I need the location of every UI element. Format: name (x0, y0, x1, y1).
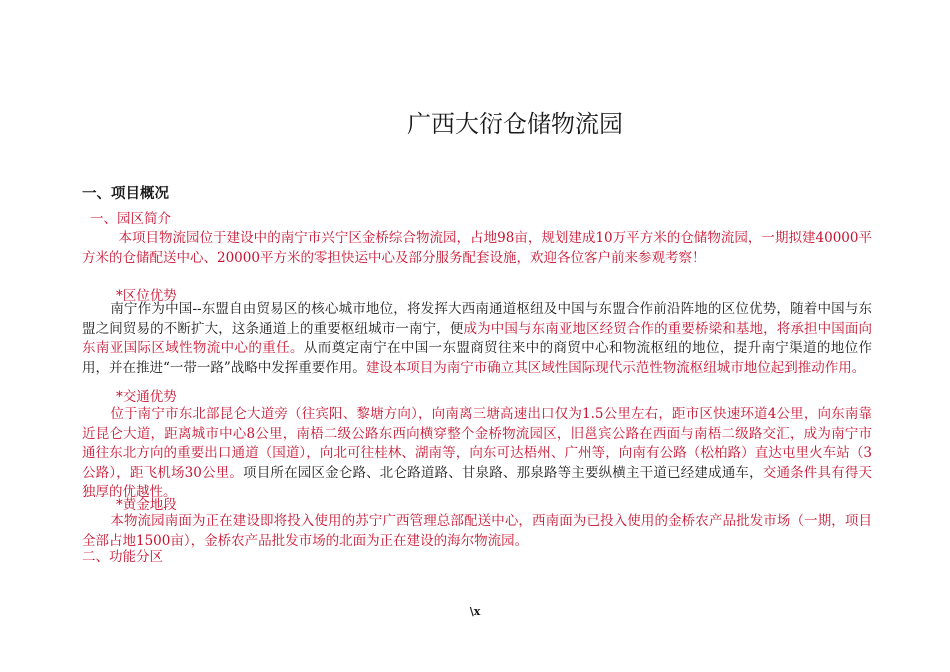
section-heading-project-overview: 一、项目概况 (82, 186, 169, 202)
location-text-4: 建设本项目为南宁市确立其区域性国际现代示范性物流枢纽城市地位起到推动作用。 (365, 359, 866, 376)
page-marker: \x (469, 605, 481, 618)
subsection-heading-park-intro: 一、园区简介 (90, 211, 171, 227)
traffic-text-3: 项目所在园区金仑路、北仑路道路、甘泉路、那泉路等主要纵横主干道已经建成通车， (243, 464, 763, 481)
location-text-3: 从而奠定南宁在中国一东盟商贸往来中的商贸中心和物流枢纽的地位，提升南宁渠道的地位作用，并在推进“一带一路”战略中发挥重要作用。 (82, 340, 873, 376)
document-title: 广西大衍仓储物流园 (407, 110, 623, 138)
traffic-text-1: 位于南宁市东北部昆仑大道旁（往宾阳、黎塘方向），向南离三塘高速出口仅为1.5公里左右，距市区快速环道4公里，向东南靠近昆仑大道，距离城市中心8公里，南梧二级公路东西向横穿整个金桥物流园区，旧邕宾公路在西面与南梧二级路交汇， (82, 406, 872, 442)
location-text-2: 成为中国与东南亚地区经贸合作的重要桥梁和基地，将承担中国面向东南亚国际区域性物流中心的重任。 (82, 320, 873, 356)
location-advantage-paragraph (82, 300, 872, 378)
intro-paragraph: 本项目物流园位于建设中的南宁市兴宁区金桥综合物流园，占地98亩，规划建成10万平方米的仓储物流园，一期拟建40000平方米的仓储配送中心、20000平方米的零担快运中心及部分服务配套设施，欢迎各位客户前来参观考察！ (82, 230, 872, 266)
traffic-text-2: 成为南宁市通往东北方向的重要出口通道（国道），向北可往桂林、湖南等，向东可达梧州、广州等，向南有公路（松柏路）直达屯里火车站（3公路），距飞机场30公里。 (82, 425, 873, 481)
traffic-text-4: 交通条件具有得天独厚的优越性。 (82, 464, 873, 500)
traffic-advantage-paragraph (82, 405, 872, 503)
location-advantage-heading: *区位优势 (116, 288, 177, 304)
subsection-heading-functional-zones: 二、功能分区 (82, 549, 163, 565)
golden-location-heading: *黄金地段 (116, 497, 177, 513)
golden-location-paragraph: 本物流园南面为正在建设即将投入使用的苏宁广西管理总部配送中心，西南面为已投入使用的金桥农产品批发市场（一期，项目全部占地1500亩），金桥农产品批发市场的北面为正在建设的海尔物流园。 (82, 513, 872, 549)
traffic-advantage-heading: *交通优势 (116, 389, 177, 405)
location-text-1: 南宁作为中国--东盟自由贸易区的核心城市地位，将发挥大西南通道枢纽及中国与东盟合作前沿阵地的区位优势，随着中国与东盟之间贸易的不断扩大，这条通道上的重要枢纽城市一南宁，便 (82, 301, 872, 337)
